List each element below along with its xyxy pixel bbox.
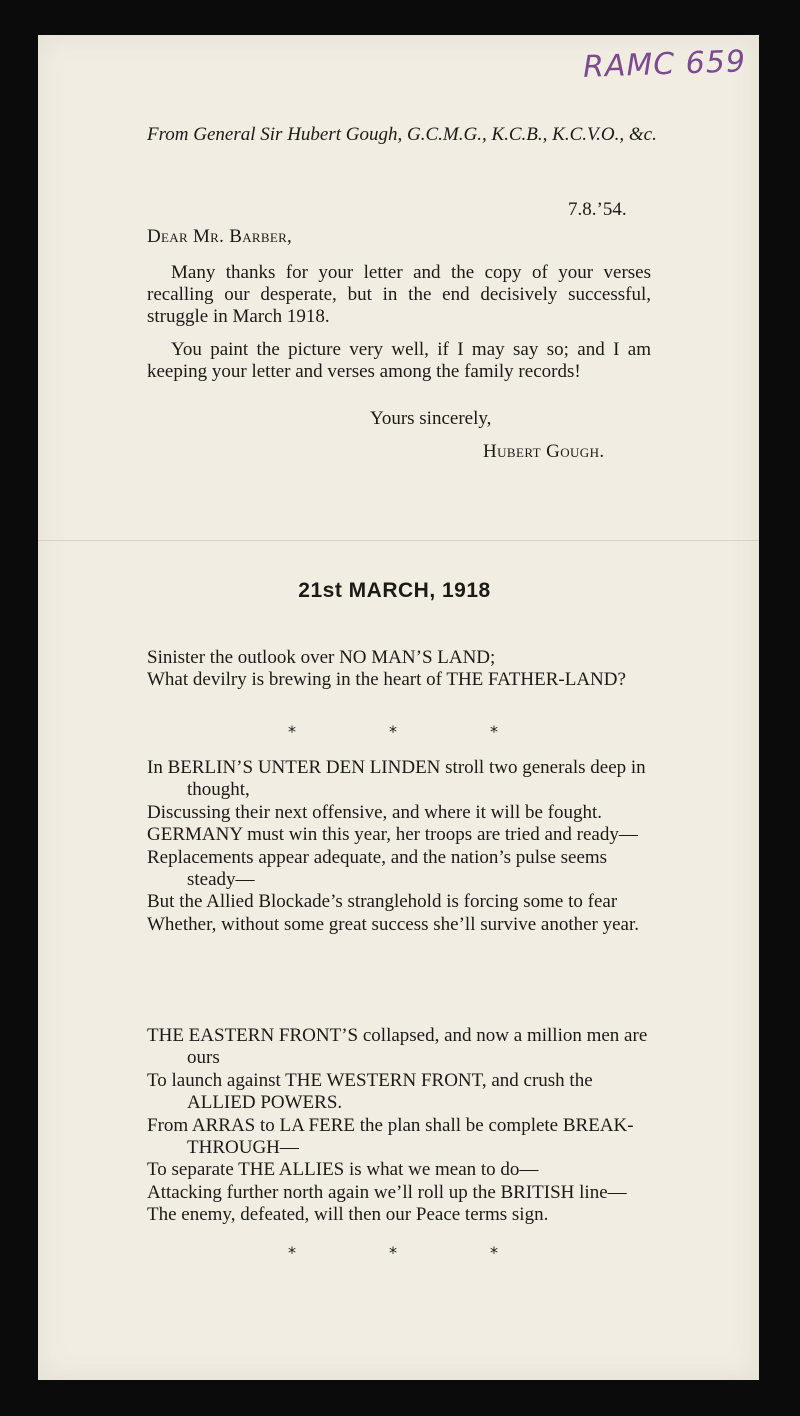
- letter-paragraph-2: You paint the picture very well, if I may say so; and I am keeping your letter and verses among the family records!: [147, 339, 651, 382]
- poem-line: To separate THE ALLIES is what we mean to do—: [147, 1159, 539, 1181]
- letter-date: 7.8.’54.: [568, 199, 627, 220]
- poem-line: GERMANY must win this year, her troops are tried and ready—: [147, 824, 638, 846]
- poem-line: From ARRAS to LA FERE the plan shall be complete BREAK-THROUGH—: [147, 1114, 634, 1159]
- poem-line: To launch against THE WESTERN FRONT, and crush the ALLIED POWERS.: [147, 1069, 593, 1114]
- fold-crease: [38, 540, 759, 541]
- asterisk: *: [490, 1243, 498, 1262]
- poem-line: But the Allied Blockade’s stranglehold is forcing some to fear: [147, 891, 618, 913]
- poem-stanza-3: [147, 1025, 657, 1227]
- asterisk: *: [389, 722, 397, 741]
- poem-line: Whether, without some great success she’ll survive another year.: [147, 913, 640, 935]
- asterisk: *: [288, 1243, 296, 1262]
- letter-closing: Yours sincerely,: [370, 408, 492, 429]
- poem-line: THE EASTERN FRONT’S collapsed, and now a million men are ours: [147, 1025, 648, 1069]
- poem-line: Sinister the outlook over NO MAN’S LAND;: [147, 647, 496, 668]
- poem-line: The enemy, defeated, will then our Peace terms sign.: [147, 1204, 549, 1226]
- stanza-separator: [288, 722, 498, 741]
- poem-line: Discussing their next offensive, and where it will be fought.: [147, 801, 603, 823]
- stanza-separator: [288, 1243, 498, 1262]
- poem-line: Attacking further north again we’ll roll up the BRITISH line—: [147, 1181, 627, 1203]
- poem-line: In BERLIN’S UNTER DEN LINDEN stroll two generals deep in thought,: [147, 757, 646, 801]
- poem-stanza-2: [147, 757, 657, 936]
- poem-title: 21st MARCH, 1918: [298, 579, 491, 602]
- poem-line: What devilry is brewing in the heart of THE FATHER-LAND?: [147, 669, 626, 691]
- poem-stanza-1: [147, 647, 657, 692]
- asterisk: *: [389, 1243, 397, 1262]
- asterisk: *: [288, 722, 296, 741]
- letter-signature: Hubert Gough.: [483, 441, 605, 462]
- letter-sheet: [38, 35, 759, 1380]
- letter-from-line: From General Sir Hubert Gough, G.C.M.G., K.C.B., K.C.V.O., &c.: [147, 124, 657, 145]
- archive-reference: RAMC 659: [582, 44, 747, 85]
- letter-paragraph-1: Many thanks for your letter and the copy of your verses recalling our desperate, but in the end decisively successful, struggle in March 1918.: [147, 262, 651, 327]
- poem-line: Replacements appear adequate, and the nation’s pulse seems steady—: [147, 846, 608, 891]
- letter-salutation: Dear Mr. Barber,: [147, 226, 293, 247]
- asterisk: *: [490, 722, 498, 741]
